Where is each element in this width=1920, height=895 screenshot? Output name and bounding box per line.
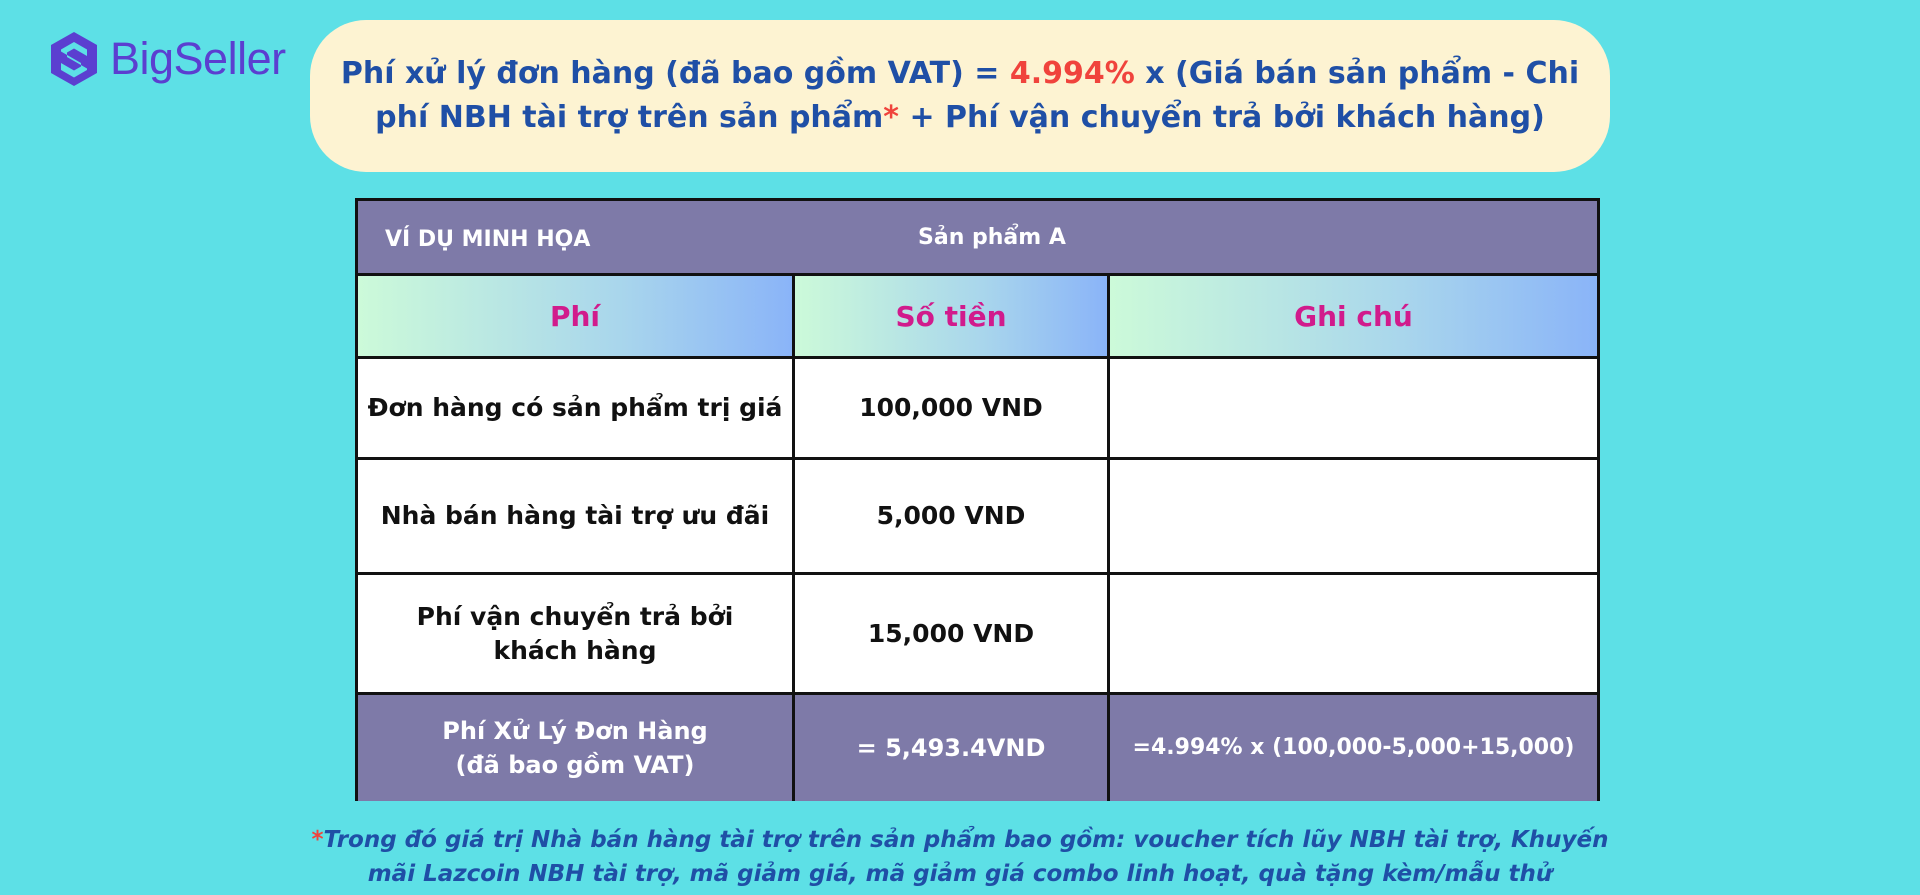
formula-rate: 4.994% [1009,56,1135,91]
total-fee-cell [358,695,795,801]
column-header-note: Ghi chú [1110,276,1597,356]
formula-box [310,20,1610,172]
total-amount-cell: = 5,493.4VND [795,695,1110,801]
bigseller-logo-icon [48,30,100,88]
brand-name: BigSeller [110,33,286,84]
table-total-row [358,695,1597,801]
footnote-star: * [311,827,324,853]
example-table [355,198,1600,801]
total-note-cell: =4.994% x (100,000-5,000+15,000) [1132,735,1575,760]
fee-cell: Phí vận chuyển trả bởi khách hàng [358,575,795,692]
table-row [358,359,1597,460]
note-cell [1110,460,1597,572]
table-row [358,575,1597,695]
column-header-amount: Số tiền [795,276,1110,356]
formula-part2: x (Giá bán sản phẩm - Chi phí NBH tài trợ trên sản phẩm [375,56,1580,135]
table-row [358,460,1597,575]
table-title-bar [358,201,1597,276]
fee-cell: Đơn hàng có sản phẩm trị giá [358,359,795,457]
formula-star: * [883,100,899,135]
product-label: Sản phẩm A [918,225,1066,250]
formula-part1: Phí xử lý đơn hàng (đã bao gồm VAT) = [340,56,1010,91]
footnote [300,823,1620,891]
column-header-fee: Phí [358,276,795,356]
amount-cell: 100,000 VND [795,359,1110,457]
formula-part3: + Phí vận chuyển trả bởi khách hàng) [899,100,1545,135]
note-cell [1110,575,1597,692]
total-fee-label: Phí Xử Lý Đơn Hàng [442,717,708,745]
formula-text [330,52,1590,140]
amount-cell: 5,000 VND [795,460,1110,572]
footnote-text: Trong đó giá trị Nhà bán hàng tài trợ trên sản phẩm bao gồm: voucher tích lũy NBH tài trợ, Khuyến mãi Lazcoin NBH tài trợ, mã giảm giá, mã giảm giá combo linh hoạt, quà tặng kèm/mẫu thử [323,827,1609,887]
fee-cell: Nhà bán hàng tài trợ ưu đãi [358,460,795,572]
amount-cell: 15,000 VND [795,575,1110,692]
example-label: VÍ DỤ MINH HỌA [385,227,591,252]
brand-logo [48,30,286,88]
note-cell [1110,359,1597,457]
table-header-row [358,276,1597,359]
total-fee-sublabel: (đã bao gồm VAT) [455,751,695,779]
